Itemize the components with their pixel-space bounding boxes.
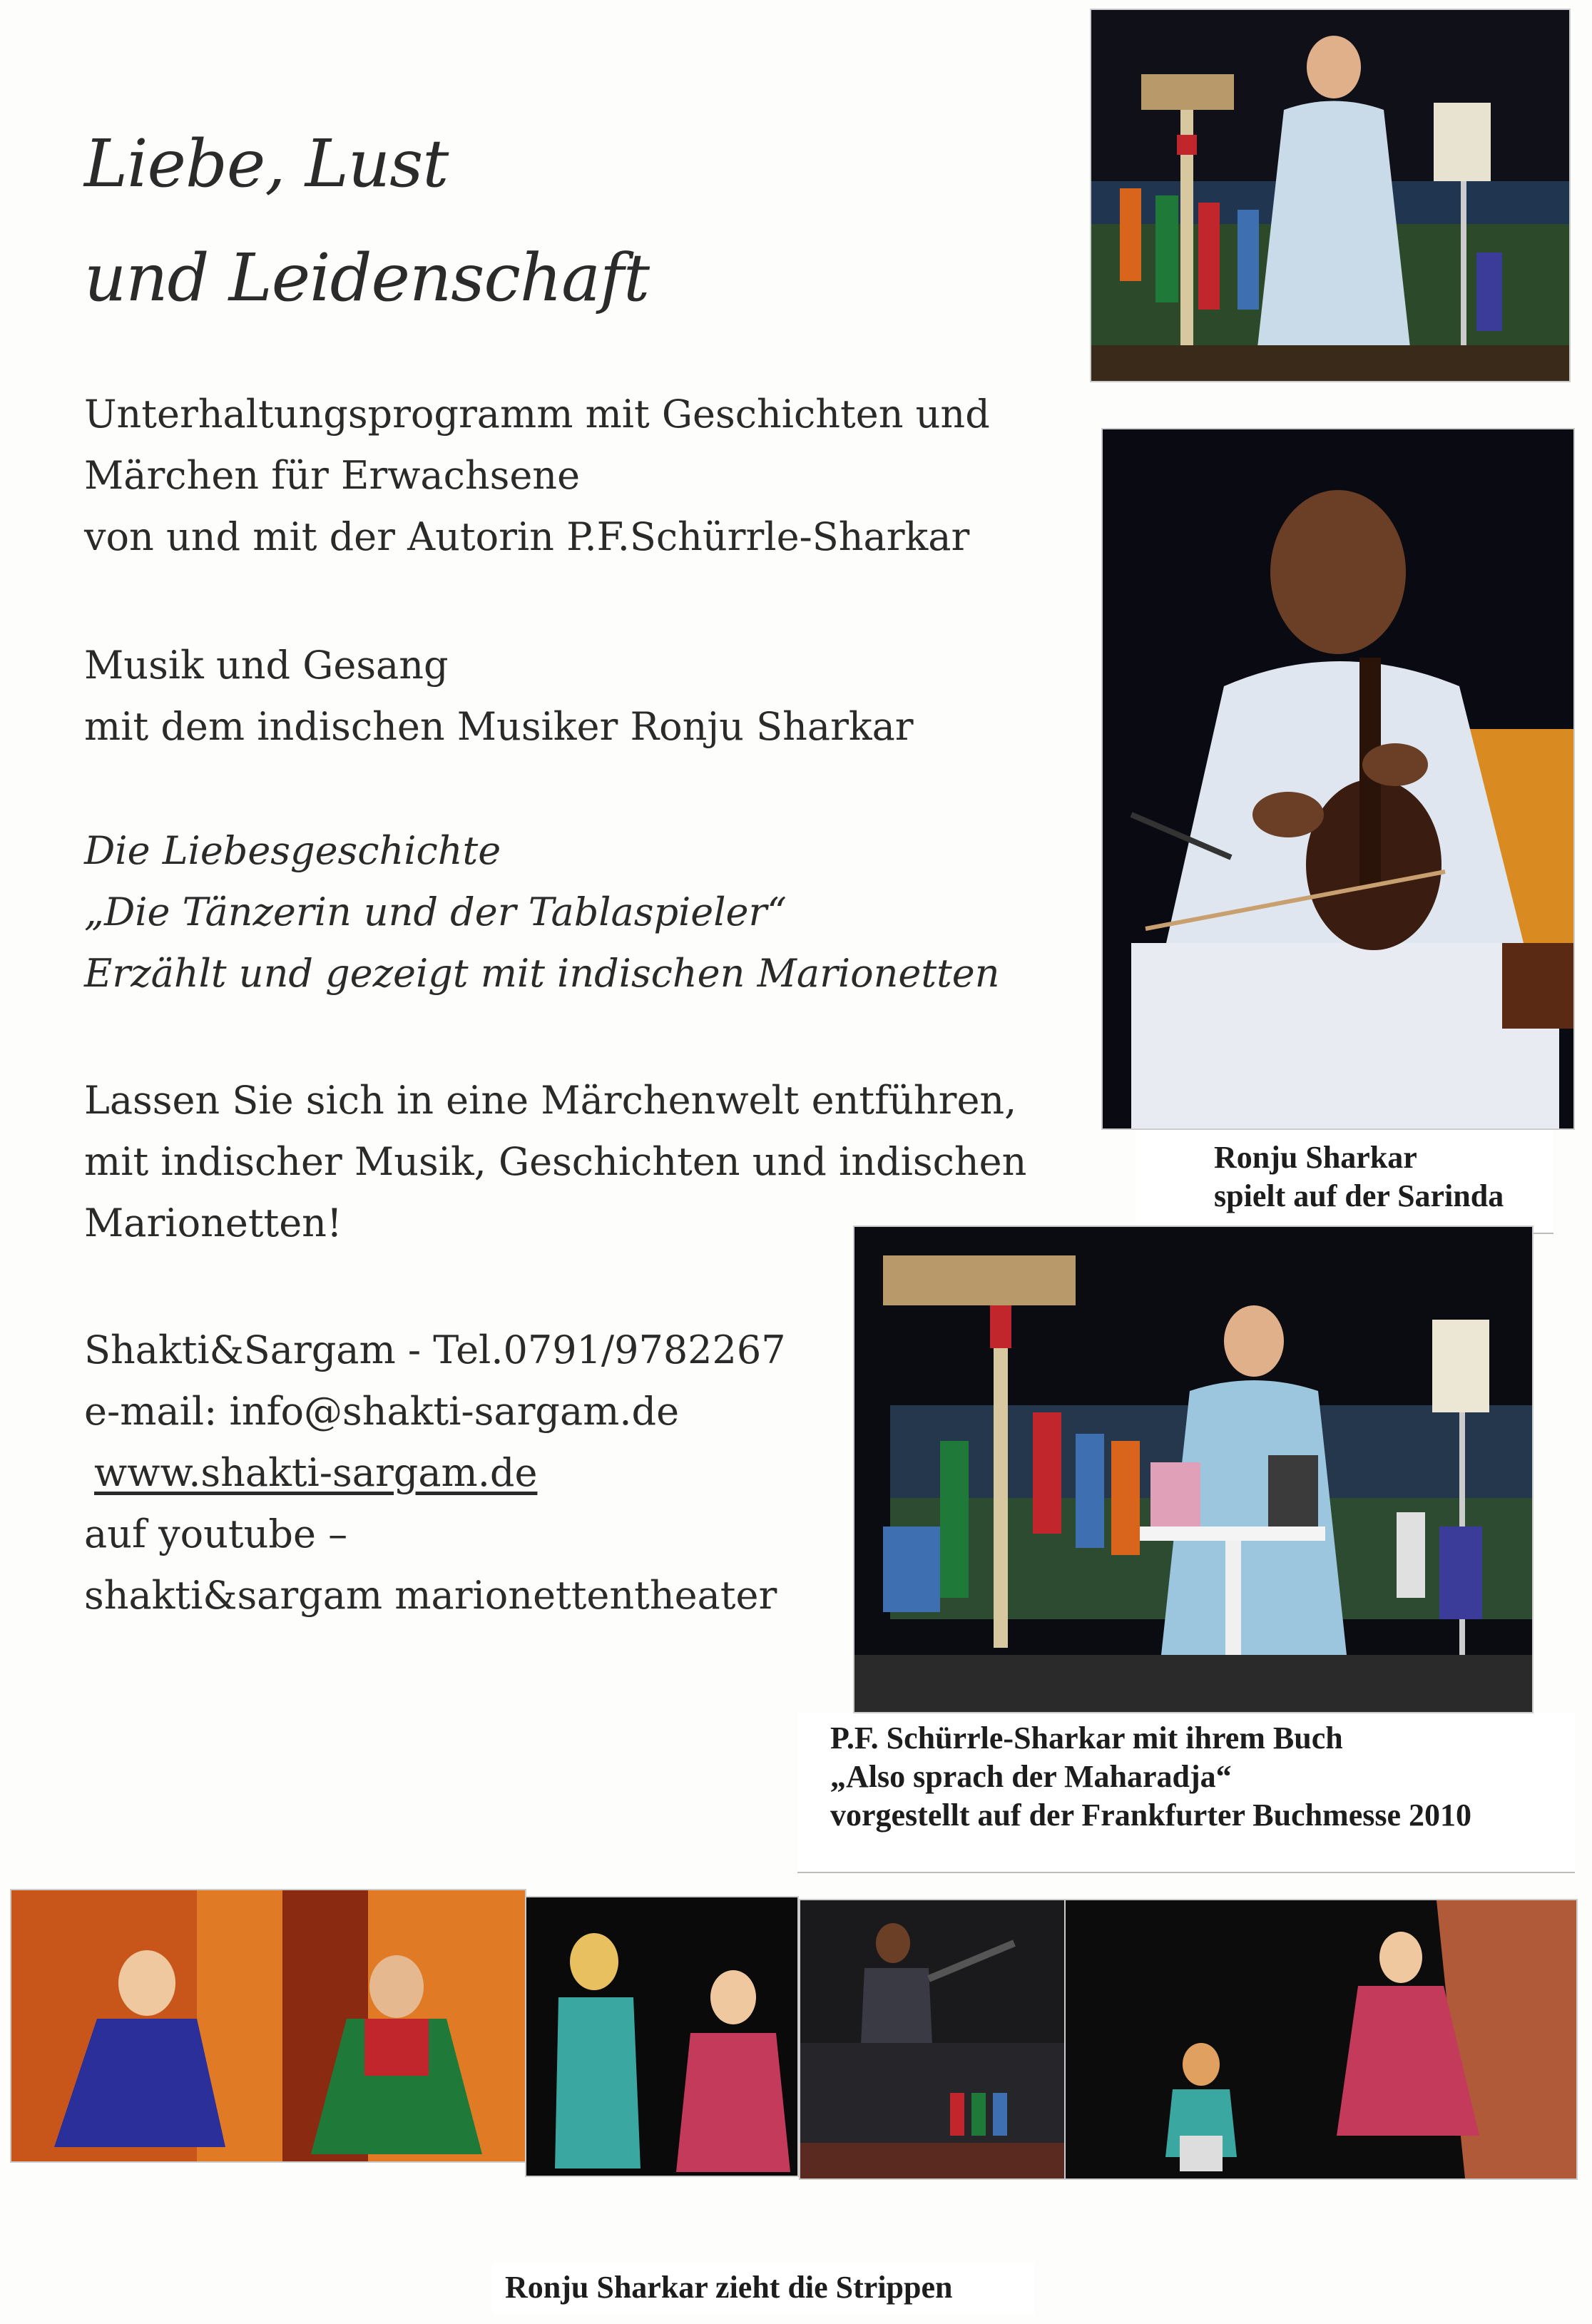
caption-book-line-1: P.F. Schürrle-Sharkar mit ihrem Buch: [830, 1721, 1343, 1755]
photo-musician-sarinda: [1103, 429, 1573, 1128]
caption-strings: [492, 2263, 1034, 2314]
photo-puppet-couple-image: [11, 1890, 525, 2161]
contact-block: [84, 1320, 786, 1626]
title-line-1: Liebe, Lust: [84, 126, 449, 202]
music-line-2: mit dem indischen Musiker Ronju Sharkar: [84, 704, 914, 749]
caption-book-line-3: vorgestellt auf der Frankfurter Buchmesse 2010: [830, 1798, 1472, 1833]
photo-puppets-pair-image: [526, 1897, 797, 2176]
story-line-2: „Die Tänzerin und der Tablaspieler“: [84, 890, 787, 934]
caption-sarinda: [1136, 1130, 1553, 1234]
invite-line-2: mit indischer Musik, Geschichten und indischen: [84, 1139, 1027, 1184]
youtube-line-1: auf youtube –: [84, 1512, 348, 1556]
photo-dancer-tabla: [1066, 1900, 1576, 2178]
caption-sarinda-line-2: spielt auf der Sarinda: [1214, 1178, 1504, 1213]
invite-line-1: Lassen Sie sich in eine Märchenwelt entführen,: [84, 1078, 1017, 1123]
story-line-3: Erzählt und gezeigt mit indischen Marionetten: [84, 951, 1000, 996]
photo-author-book-image: [854, 1227, 1532, 1712]
music-line-1: Musik und Gesang: [84, 643, 449, 688]
photo-author-book: [854, 1227, 1532, 1712]
story-paragraph: [84, 820, 1000, 1004]
intro-line-2: Märchen für Erwachsene: [84, 453, 581, 498]
photo-performer-stage: [1091, 10, 1569, 381]
contact-phone: Shakti&Sargam - Tel.0791/9782267: [84, 1327, 786, 1372]
intro-line-3: von und mit der Autorin P.F.Schürrle-Sharkar: [84, 514, 970, 559]
page-title: [84, 107, 649, 335]
photo-puppet-couple: [11, 1890, 525, 2161]
caption-sarinda-line-1: Ronju Sharkar: [1214, 1140, 1417, 1175]
music-paragraph: [84, 635, 914, 758]
intro-paragraph: [84, 384, 990, 568]
youtube-line-2[interactable]: shakti&sargam marionettentheater: [84, 1573, 777, 1618]
caption-book: [797, 1713, 1575, 1873]
title-line-2: und Leidenschaft: [84, 240, 650, 316]
photo-puppeteer-image: [800, 1900, 1064, 2178]
photo-dancer-tabla-image: [1066, 1900, 1576, 2178]
contact-email[interactable]: e-mail: info@shakti-sargam.de: [84, 1389, 680, 1434]
photo-musician-sarinda-image: [1103, 429, 1573, 1128]
invite-line-3: Marionetten!: [84, 1201, 342, 1245]
intro-line-1: Unterhaltungsprogramm mit Geschichten und: [84, 392, 990, 437]
caption-book-line-2: „Also sprach der Maharadja“: [830, 1759, 1232, 1794]
photo-puppeteer: [800, 1900, 1064, 2178]
photo-performer-stage-image: [1091, 10, 1569, 381]
photo-puppets-pair: [526, 1897, 797, 2176]
caption-strings-text: Ronju Sharkar zieht die Strippen: [505, 2270, 953, 2305]
website-link[interactable]: www.shakti-sargam.de: [94, 1450, 538, 1495]
story-line-1: Die Liebesgeschichte: [84, 828, 501, 873]
